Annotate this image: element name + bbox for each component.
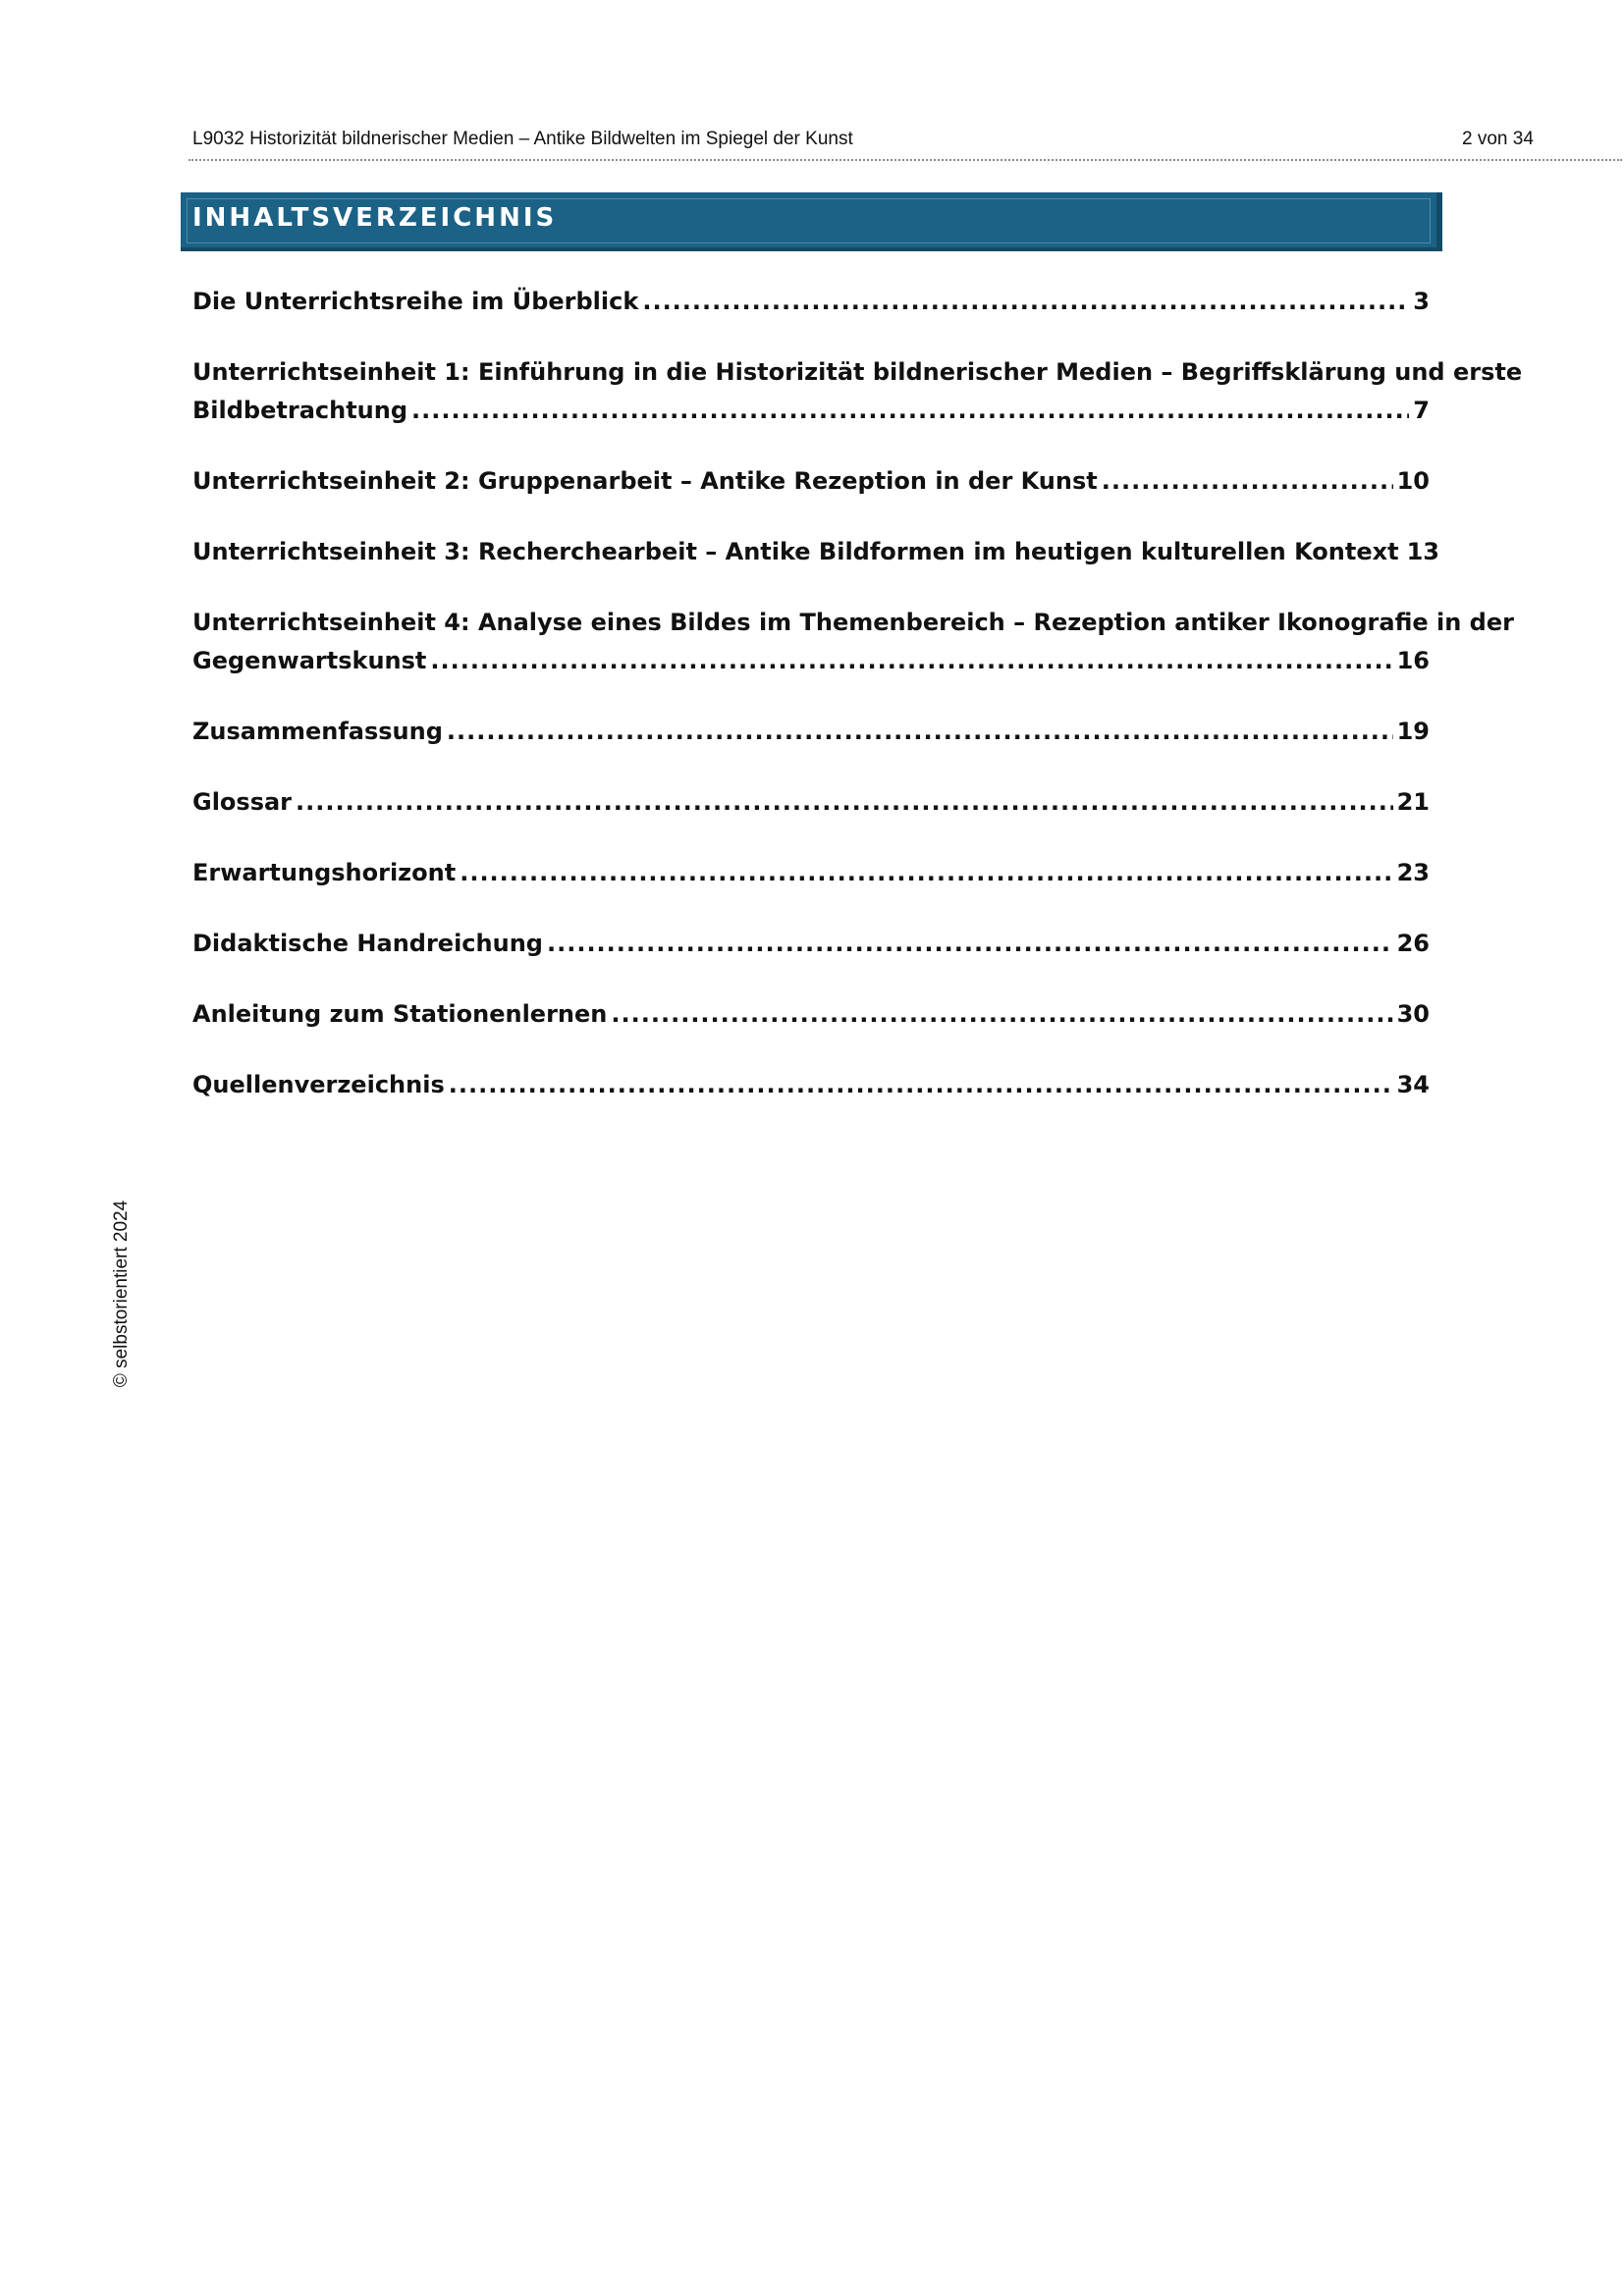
toc-entry-glossar[interactable] [192, 783, 1430, 822]
toc-entry-label: Glossar [192, 788, 293, 816]
toc-entry-didaktische-handreichung[interactable] [192, 925, 1430, 963]
toc-leader-dots [449, 1066, 1393, 1104]
toc-entry-label: Bildbetrachtung [192, 397, 408, 424]
toc-entry-page: 10 [1396, 467, 1430, 495]
toc-leader-dots [547, 925, 1393, 963]
toc-heading-banner [181, 192, 1442, 251]
toc-entry-page: 3 [1413, 288, 1430, 315]
toc-entry-ueberblick[interactable] [192, 283, 1430, 321]
toc-leader-dots [411, 392, 1409, 430]
toc-entry-label: Gegenwartskunst [192, 647, 427, 674]
toc-entry-zusammenfassung[interactable] [192, 713, 1430, 751]
page-number: 2 von 34 [1462, 129, 1534, 149]
toc-heading: INHALTSVERZEICHNIS [192, 203, 558, 233]
toc-entry-label: Zusammenfassung [192, 718, 443, 745]
toc-entry-quellenverzeichnis[interactable] [192, 1066, 1430, 1104]
toc-entry-label: Erwartungshorizont [192, 859, 457, 886]
toc-entry-page: 21 [1396, 788, 1430, 816]
toc-entry-label: Didaktische Handreichung [192, 930, 543, 957]
toc-entry-label: Quellenverzeichnis [192, 1071, 445, 1098]
toc-entry-label: Anleitung zum Stationenlernen [192, 1000, 608, 1028]
toc-entry-label: Die Unterrichtsreihe im Überblick [192, 288, 639, 315]
toc-entry-page: 7 [1413, 397, 1430, 424]
toc-entry-page: 30 [1396, 1000, 1430, 1028]
toc-entry-page: 19 [1396, 718, 1430, 745]
document-title: L9032 Historizität bildnerischer Medien – Antike Bildwelten im Spiegel der Kunst [192, 129, 853, 149]
toc-entry-label: Unterrichtseinheit 2: Gruppenarbeit – Antike Rezeption in der Kunst [192, 467, 1098, 495]
toc-entry-page: 23 [1396, 859, 1430, 886]
table-of-contents [192, 283, 1523, 1137]
toc-entry-unterrichtseinheit-3[interactable] [192, 533, 1439, 571]
toc-leader-dots [642, 283, 1409, 321]
toc-entry-unterrichtseinheit-4[interactable] [192, 604, 1514, 680]
toc-leader-dots [296, 783, 1393, 822]
toc-leader-dots [447, 713, 1393, 751]
toc-entry-label: Unterrichtseinheit 3: Recherchearbeit – Antike Bildformen im heutigen kulturellen Kontext [192, 538, 1399, 565]
toc-entry-page: 13 [1406, 538, 1439, 565]
toc-entry-page: 16 [1396, 647, 1430, 674]
toc-entry-erwartungshorizont[interactable] [192, 854, 1430, 892]
toc-entry-unterrichtseinheit-2[interactable] [192, 462, 1430, 501]
toc-leader-dots [1102, 462, 1393, 501]
toc-leader-dots [611, 995, 1392, 1034]
copyright-notice: © selbstorientiert 2024 [111, 1200, 132, 1388]
page-header [189, 126, 1622, 161]
toc-entry-label-line1: Unterrichtseinheit 1: Einführung in die Historizität bildnerischer Medien – Begriffsklärung und erste [192, 358, 1523, 386]
toc-entry-page: 34 [1396, 1071, 1430, 1098]
toc-entry-label-line1: Unterrichtseinheit 4: Analyse eines Bildes im Themenbereich – Rezeption antiker Ikonografie in der [192, 609, 1514, 636]
toc-leader-dots [430, 642, 1392, 680]
toc-entry-page: 26 [1396, 930, 1430, 957]
toc-entry-stationenlernen[interactable] [192, 995, 1430, 1034]
toc-leader-dots [460, 854, 1392, 892]
toc-entry-unterrichtseinheit-1[interactable] [192, 353, 1523, 430]
